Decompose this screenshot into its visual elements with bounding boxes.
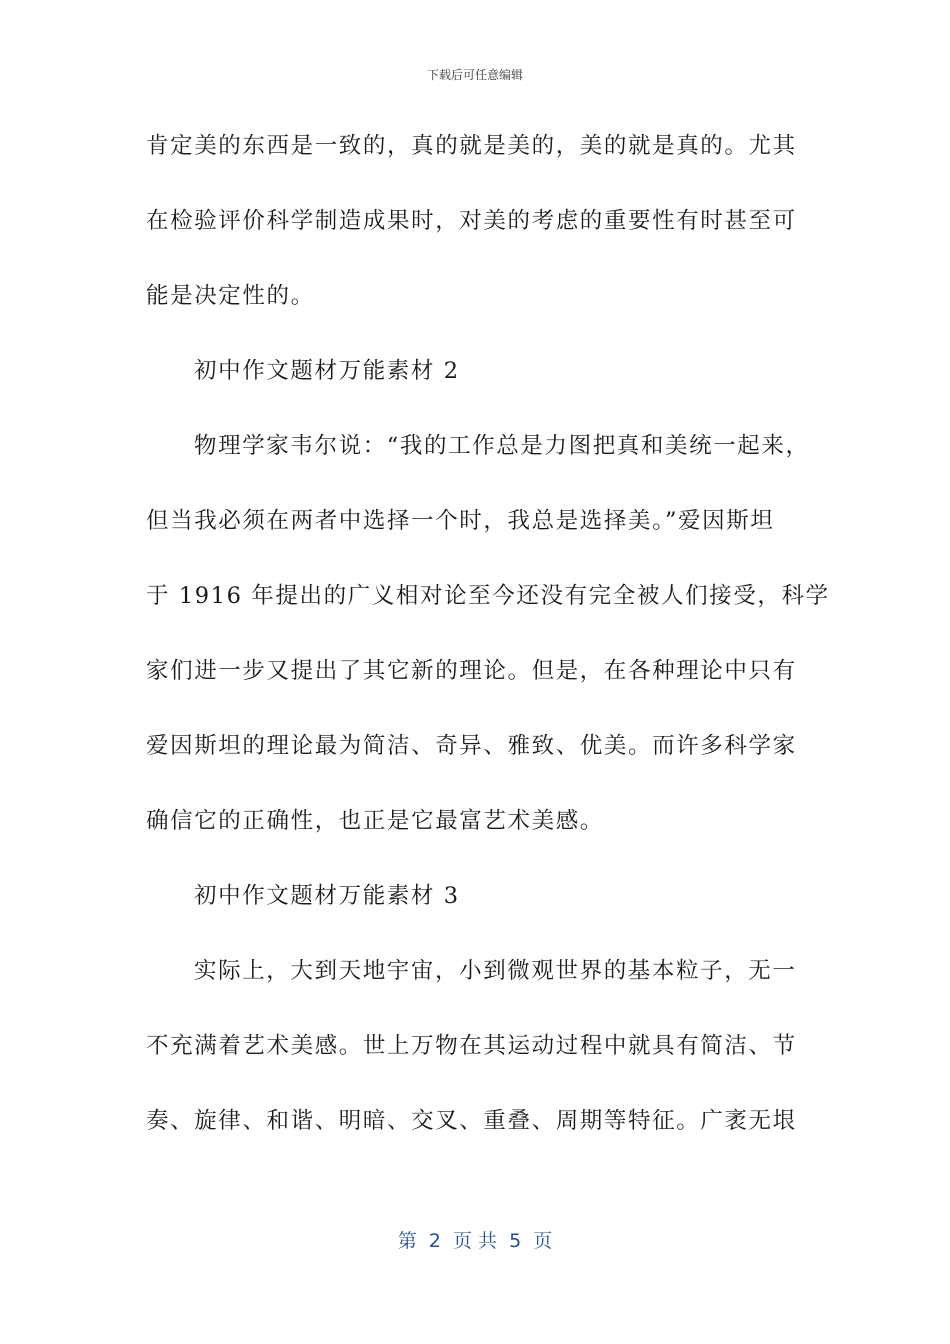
paragraph-line: 奏、旋律、和谐、明暗、交叉、重叠、周期等特征。广袤无垠 xyxy=(146,1108,797,1134)
paragraph-line: 确信它的正确性，也正是它最富艺术美感。 xyxy=(146,808,604,834)
section-heading: 初中作文题材万能素材 3 xyxy=(194,883,460,909)
header-note: 下载后可任意编辑 xyxy=(426,68,523,82)
paragraph-line: 爱因斯坦的理论最为简洁、奇异、雅致、优美。而许多科学家 xyxy=(146,733,797,759)
paragraph-line: 不充满着艺术美感。世上万物在其运动过程中就具有简洁、节 xyxy=(146,1033,797,1059)
paragraph-line: 家们进一步又提出了其它新的理论。但是，在各种理论中只有 xyxy=(146,658,797,684)
paragraph-line: 物理学家韦尔说：“我的工作总是力图把真和美统一起来， xyxy=(194,433,810,459)
paragraph-line: 但当我必须在两者中选择一个时，我总是选择美。”爱因斯坦 xyxy=(146,508,775,534)
page-number-footer: 第 2 页 共 5 页 xyxy=(397,1230,553,1252)
paragraph-line: 在检验评价科学制造成果时，对美的考虑的重要性有时甚至可 xyxy=(146,208,797,234)
paragraph-line: 肯定美的东西是一致的，真的就是美的，美的就是真的。尤其 xyxy=(146,133,797,159)
section-heading: 初中作文题材万能素材 2 xyxy=(194,358,460,384)
paragraph-line: 实际上，大到天地宇宙，小到微观世界的基本粒子，无一 xyxy=(194,958,797,984)
paragraph-line: 能是决定性的。 xyxy=(146,283,315,309)
paragraph-line: 于 1916 年提出的广义相对论至今还没有完全被人们接受，科学 xyxy=(146,583,830,609)
